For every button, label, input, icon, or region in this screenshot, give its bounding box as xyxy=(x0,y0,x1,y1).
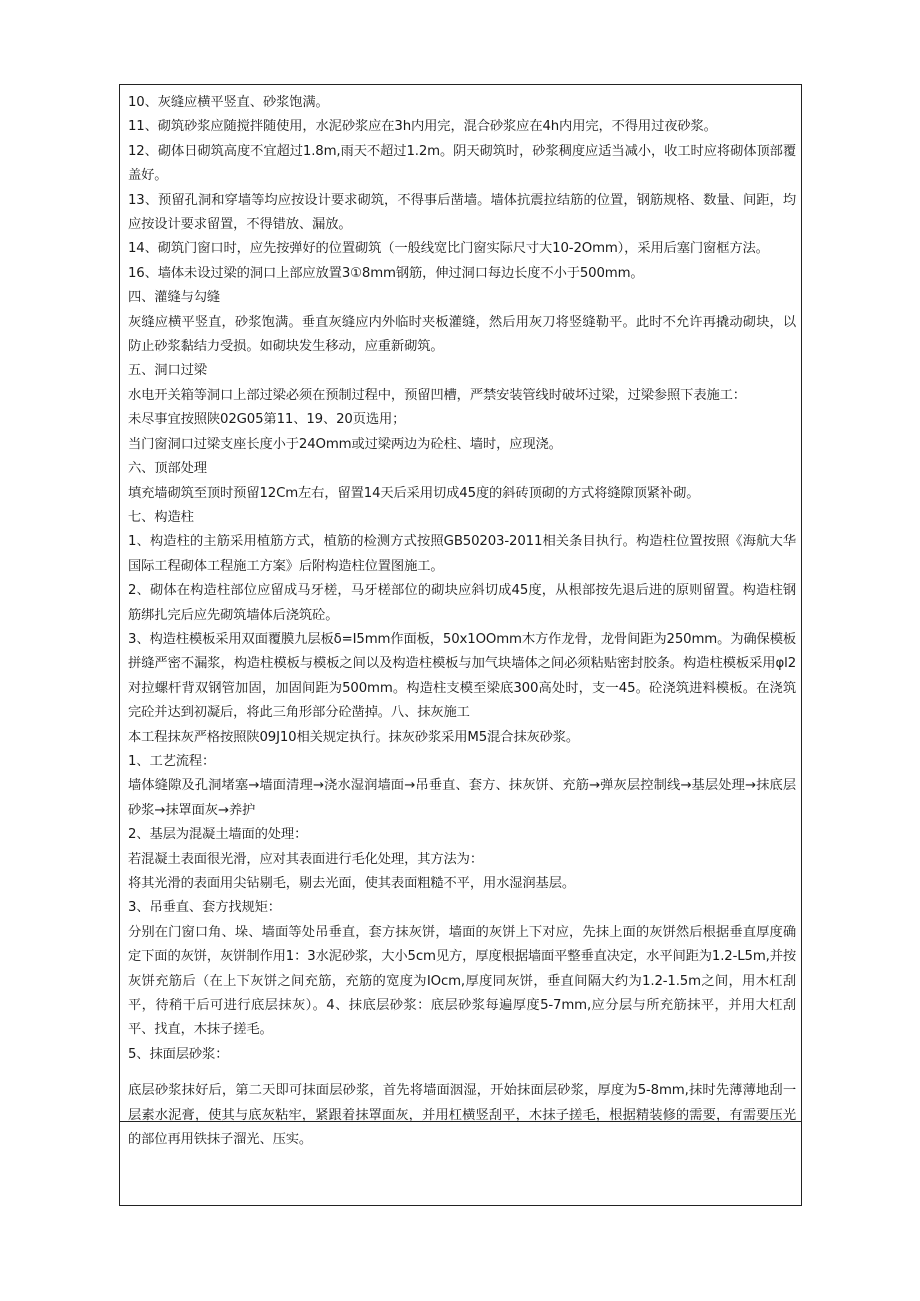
section-heading-5: 五、洞口过梁 xyxy=(128,363,207,379)
section-heading-6: 六、顶部处理 xyxy=(128,461,207,477)
section-heading-7: 七、构造柱 xyxy=(128,509,194,525)
section-heading-4: 四、灌缝与勾缝 xyxy=(128,290,221,306)
subheading: 3、吊垂直、套方找规矩： xyxy=(128,900,281,916)
item-13: 13、预留孔洞和穿墙等均应按设计要求砌筑，不得事后凿墙。墙体抗震拉结筋的位置，钢筋规格、数量、间距，均应按设计要求留置，不得错放、漏放。 xyxy=(128,192,796,233)
paragraph: 填充墙砌筑至顶时预留12Cm左右，留置14天后采用切成45度的斜砖顶砌的方式将缝隙顶紧补砌。 xyxy=(128,485,700,501)
item-16: 16、墙体未设过梁的洞口上部应放置3①8mm钢筋，伸过洞口每边长度不小于500mm。 xyxy=(128,265,644,281)
document-table-cell xyxy=(119,84,802,1206)
paragraph: 3、构造柱模板采用双面覆膜九层板δ=I5mm作面板，50x1OOmm木方作龙骨，龙骨间距为250mm。为确保模板拼缝严密不漏浆，构造柱模板与模板之间以及构造柱模板与加气块墙体之间必须粘贴密封胶条。构造柱模板采用φl2对拉螺杆背双钢管加固，加固间距为500mm。构造柱支模至梁底300高处时，支一45。砼浇筑进料模板。在浇筑完砼并达到初凝后，将此三角形部分砼凿掉。八、抹灰施工 xyxy=(128,631,796,721)
paragraph: 当门窗洞口过梁支座长度小于24Omm或过梁两边为砼柱、墙时，应现浇。 xyxy=(128,436,562,452)
paragraph: 2、砌体在构造柱部位应留成马牙槎，马牙槎部位的砌块应斜切成45度，从根部按先退后进的原则留置。构造柱钢筋绑扎完后应先砌筑墙体后浇筑砼。 xyxy=(128,583,796,623)
paragraph: 本工程抹灰严格按照陕09J10相关规定执行。抹灰砂浆采用M5混合抹灰砂浆。 xyxy=(128,729,580,745)
item-10: 10、灰缝应横平竖直、砂浆饱满。 xyxy=(128,95,329,110)
subheading: 5、抹面层砂浆： xyxy=(128,1046,229,1062)
paragraph: 墙体缝隙及孔洞堵塞→墙面清理→浇水湿润墙面→吊垂直、套方、抹灰饼、充筋→弹灰层控制线→基层处理→抹底层砂浆→抹罩面灰→养护 xyxy=(128,778,796,818)
paragraph: 将其光滑的表面用尖钻剔毛，剔去光面，使其表面粗糙不平，用水湿润基层。 xyxy=(128,876,575,891)
paragraph: 分别在门窗口角、垛、墙面等处吊垂直，套方抹灰饼，墙面的灰饼上下对应，先抹上面的灰饼然后根据垂直厚度确定下面的灰饼，灰饼制作用1：3水泥砂浆，大小5cm见方，厚度根据墙面平整垂直决定，水平间距为1.2-L5m,并按灰饼充筋后（在上下灰饼之间充筋，充筋的宽度为IOcm,厚度同灰饼，垂直间隔大约为1.2-1.5m之间，用木杠刮平，待稍干后可进行底层抹灰）。4、抹底层砂浆：底层砂浆每遍厚度5-7mm,应分层与所充筋抹平，并用大杠刮平、找直，木抹子搓毛。 xyxy=(128,924,796,1038)
paragraph: 1、构造柱的主筋采用植筋方式，植筋的检测方式按照GB50203-2011相关条目执行。构造柱位置按照《海航大华国际工程砌体工程施工方案》后附构造柱位置图施工。 xyxy=(128,534,796,574)
item-12: 12、砌体日砌筑高度不宜超过1.8m,雨天不超过1.2m。阴天砌筑时，砂浆稠度应适当减小，收工时应将砌体顶部覆盖好。 xyxy=(128,143,796,184)
paragraph: 未尽事宜按照陕02G05第11、19、20页选用； xyxy=(128,412,406,428)
subheading: 2、基层为混凝土墙面的处理： xyxy=(128,827,308,843)
subheading: 1、工艺流程： xyxy=(128,753,216,769)
paragraph: 水电开关箱等洞口上部过梁必须在预制过程中，预留凹槽，严禁安装管线时破坏过梁，过梁参照下表施工： xyxy=(128,387,746,403)
paragraph: 底层砂浆抹好后，第二天即可抹面层砂浆，首先将墙面洇湿，开始抹面层砂浆，厚度为5-8mm,抹时先薄薄地刮一层素水泥膏，使其与底灰粘牢，紧跟着抹罩面灰，并用杠横竖刮平，木抹子搓毛，根据精装修的需要，有需要压光的部位再用铁抹子溜光、压实。 xyxy=(128,1083,796,1148)
document-body xyxy=(128,91,796,1152)
item-11: 11、砌筑砂浆应随搅拌随使用，水泥砂浆应在3h内用完，混合砂浆应在4h内用完，不得用过夜砂浆。 xyxy=(128,119,717,135)
paragraph: 若混凝土表面很光滑，应对其表面进行毛化处理，其方法为： xyxy=(128,851,483,867)
item-14: 14、砌筑门窗口时，应先按弹好的位置砌筑（一般线宽比门窗实际尺寸大10-2Omm），采用后塞门窗框方法。 xyxy=(128,241,769,257)
paragraph: 灰缝应横平竖直，砂浆饱满。垂直灰缝应内外临时夹板灌缝，然后用灰刀将竖缝勒平。此时不允许再撬动砌块，以防止砂浆黏结力受损。如砌块发生移动，应重新砌筑。 xyxy=(128,314,796,355)
